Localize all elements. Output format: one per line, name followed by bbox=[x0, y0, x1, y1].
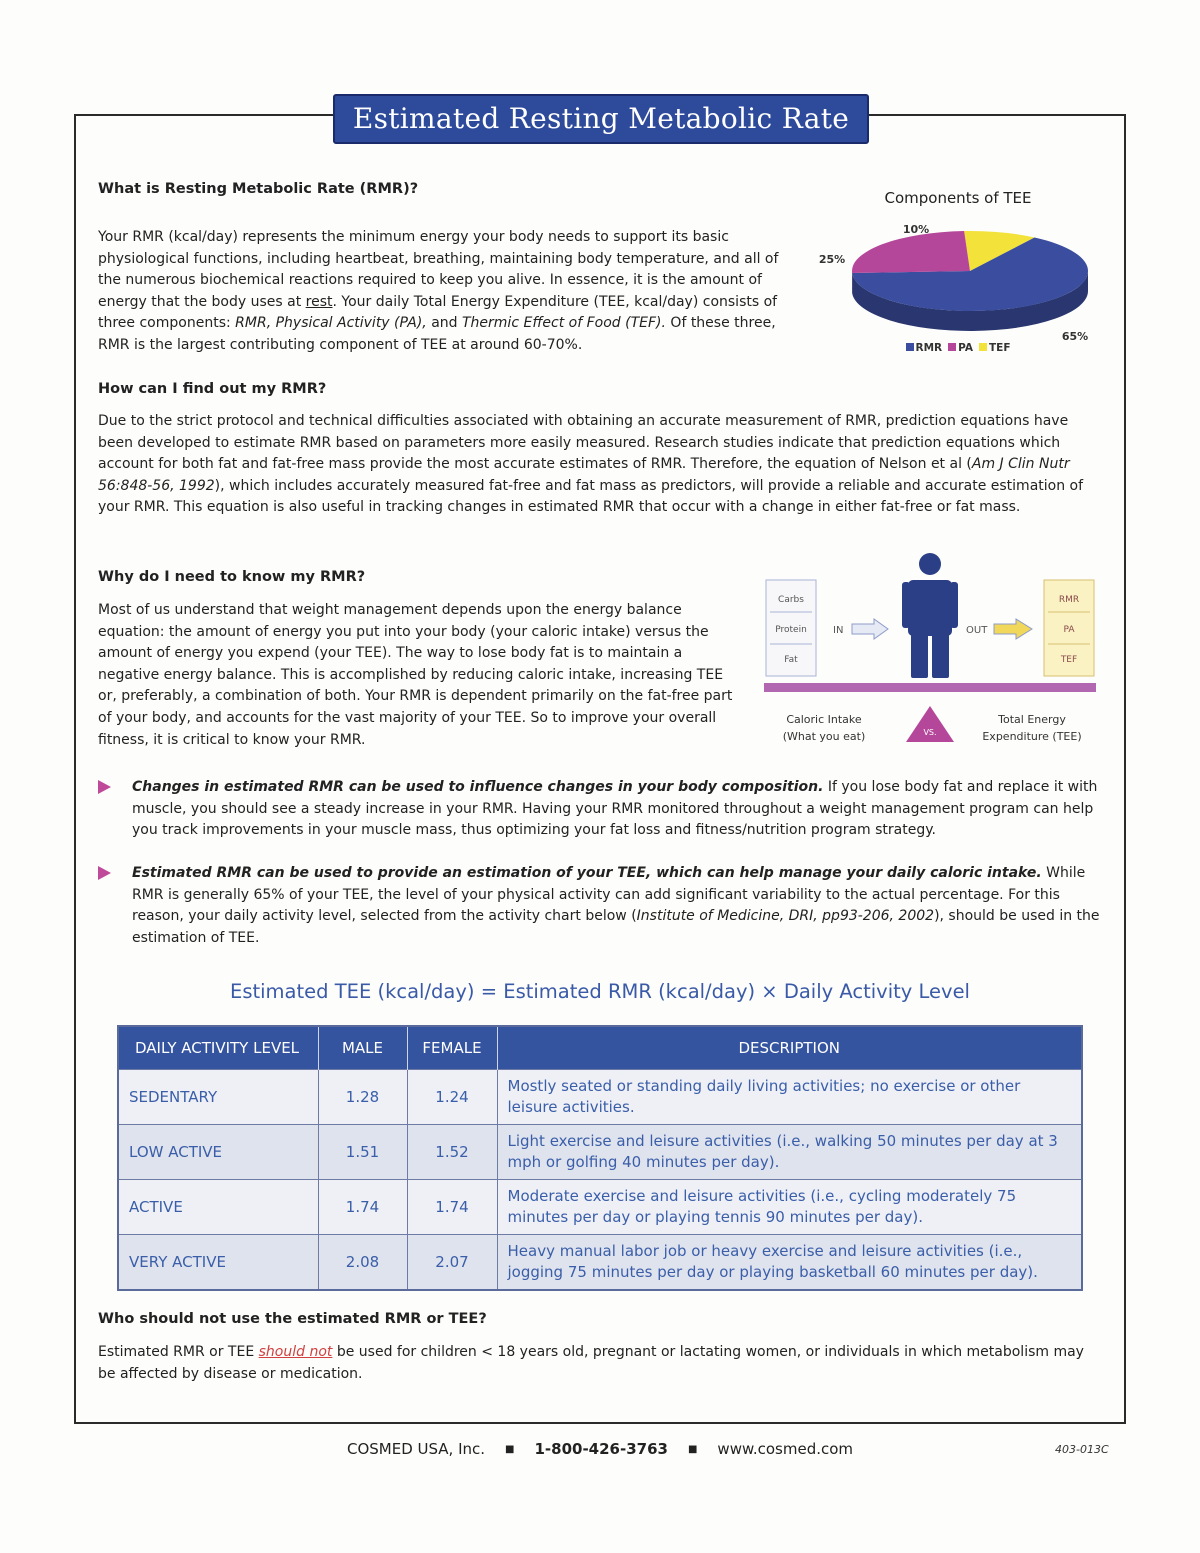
section-paragraph-who-should-not: Estimated RMR or TEE should not be used for children < 18 years old, pregnant or lactating women, or individuals in which metabolism may be affected by disease or medication. bbox=[98, 1344, 1084, 1382]
chart-title: Components of TEE bbox=[884, 189, 1032, 207]
page-title: Estimated Resting Metabolic Rate bbox=[333, 94, 869, 144]
pie-label-tef: 10% bbox=[902, 223, 930, 236]
bullet-tee-estimation: Estimated RMR can be used to provide an estimation of your TEE, which can help manage your daily caloric intake. While RMR is generally 65% of your TEE, the level of your physical activity can add significant variability to the actual percentage. For this reason, your daily activity level, selected from the activity chart below (Institute of Medicine, DRI, pp93-206, 2002), should be used in the estimation of TEE. bbox=[98, 863, 1098, 951]
female-factor-cell: 1.24 bbox=[407, 1070, 497, 1125]
male-factor-cell: 1.51 bbox=[318, 1125, 407, 1180]
legend-item-rmr bbox=[906, 342, 943, 354]
pie-slice-pa bbox=[852, 231, 970, 273]
intake-item: Carbs bbox=[778, 595, 804, 605]
expenditure-item: RMR bbox=[1058, 595, 1080, 605]
table-row bbox=[118, 1125, 1082, 1180]
legend-label: TEF bbox=[988, 342, 1011, 354]
legend-label: RMR bbox=[915, 342, 943, 354]
bullet-arrow-icon bbox=[98, 780, 111, 794]
pie-label-pa: 25% bbox=[818, 253, 846, 266]
footer-phone: 1-800-426-3763 bbox=[534, 1440, 668, 1458]
intake-item: Protein bbox=[775, 625, 807, 635]
footer-separator: ■ bbox=[687, 1444, 698, 1455]
footer-separator: ■ bbox=[505, 1444, 515, 1455]
person-icon bbox=[902, 553, 958, 678]
description-cell: Moderate exercise and leisure activities (i.e., cycling moderately 75 minutes per day or playing tennis 90 minutes per day). bbox=[497, 1180, 1082, 1235]
description-cell: Heavy manual labor job or heavy exercise and leisure activities (i.e., jogging 75 minutes per day or playing basketball 60 minutes per day). bbox=[497, 1235, 1082, 1291]
chart-legend bbox=[810, 342, 1106, 354]
female-factor-cell: 1.52 bbox=[407, 1125, 497, 1180]
activity-level-cell: LOW ACTIVE bbox=[118, 1125, 318, 1180]
activity-level-cell: VERY ACTIVE bbox=[118, 1235, 318, 1291]
pie-chart-svg bbox=[810, 207, 1106, 357]
description-cell: Mostly seated or standing daily living activities; no exercise or other leisure activities. bbox=[497, 1070, 1082, 1125]
tee-components-chart bbox=[810, 185, 1100, 360]
section-paragraph-why-know-rmr: Most of us understand that weight management depends upon the energy balance equation: the amount of energy you put into your body (your caloric intake) versus the amount of energy you expend (your TEE). The way to lose body fat is to maintain a negative energy balance. This is accomplished by reducing caloric intake, increasing TEE or, preferably, a combination of both. Your RMR is dependent primarily on the fat-free part of your body, and accounts for the vast majority of your TEE. So to improve your overall fitness, it is critical to know your RMR. bbox=[98, 602, 733, 748]
caloric-intake-caption: Caloric Intake bbox=[786, 713, 862, 726]
out-arrow-icon bbox=[994, 619, 1032, 639]
table-row bbox=[118, 1180, 1082, 1235]
column-header: DAILY ACTIVITY LEVEL bbox=[118, 1026, 318, 1070]
out-label: OUT bbox=[966, 625, 988, 636]
section-heading-who-should-not: Who should not use the estimated RMR or TEE? bbox=[98, 1311, 487, 1327]
page-footer bbox=[0, 1440, 1200, 1458]
female-factor-cell: 1.74 bbox=[407, 1180, 497, 1235]
in-arrow-icon bbox=[852, 619, 888, 639]
column-header: FEMALE bbox=[407, 1026, 497, 1070]
description-cell: Light exercise and leisure activities (i.e., walking 50 minutes per day at 3 mph or golfing 40 minutes per day). bbox=[497, 1125, 1082, 1180]
legend-swatch bbox=[906, 343, 914, 351]
column-header: DESCRIPTION bbox=[497, 1026, 1082, 1070]
table-header-row bbox=[118, 1026, 1082, 1070]
section-heading-how-find-rmr: How can I find out my RMR? bbox=[98, 381, 327, 397]
male-factor-cell: 1.74 bbox=[318, 1180, 407, 1235]
tee-caption: Total Energy bbox=[998, 713, 1066, 726]
legend-item-tef bbox=[979, 342, 1011, 354]
column-header: MALE bbox=[318, 1026, 407, 1070]
section-paragraph-how-find-rmr: Due to the strict protocol and technical difficulties associated with obtaining an accurate measurement of RMR, prediction equations have been developed to estimate RMR based on parameters more easily measured. Research studies indicate that prediction equations which account for both fat and fat-free mass provide the most accurate estimates of RMR. Therefore, the equation of Nelson et al (Am J Clin Nutr 56:848-56, 1992), which includes accurately measured fat-free and fat mass as predictors, will provide a reliable and accurate estimation of your RMR. This equation is also useful in tracking changes in estimated RMR that occur with a change in either fat-free or fat mass. bbox=[98, 413, 1084, 516]
caloric-intake-subcaption: (What you eat) bbox=[782, 730, 866, 743]
tee-subcaption: Expenditure (TEE) bbox=[982, 730, 1082, 743]
female-factor-cell: 2.07 bbox=[407, 1235, 497, 1291]
intake-item: Fat bbox=[784, 655, 798, 665]
activity-level-cell: SEDENTARY bbox=[118, 1070, 318, 1125]
legend-swatch bbox=[948, 343, 956, 351]
in-label: IN bbox=[833, 625, 844, 636]
section-paragraph-what-is-rmr: Your RMR (kcal/day) represents the minimum energy your body needs to support its basic physiological functions, including heartbeat, breathing, maintaining body temperature, and all of the numerous biochemical reactions required to keep you alive. In essence, it is the amount of energy that the body uses at rest. Your daily Total Energy Expenditure (TEE, kcal/day) consists of three components: RMR, Physical Activity (PA), and Thermic Effect of Food (TEF). Of these three, RMR is the largest contributing component of TEE at around 60-70%. bbox=[98, 229, 779, 353]
footer-company: COSMED USA, Inc. bbox=[346, 1440, 486, 1458]
legend-item-pa bbox=[948, 342, 973, 354]
pie-label-rmr: 65% bbox=[1061, 330, 1089, 343]
legend-label: PA bbox=[958, 342, 973, 354]
vs-label: VS. bbox=[923, 728, 937, 737]
expenditure-item: TEF bbox=[1060, 655, 1078, 665]
tee-equation: Estimated TEE (kcal/day) = Estimated RMR (kcal/day) × Daily Activity Level bbox=[230, 980, 970, 1003]
document-code: 403-013C bbox=[1055, 1443, 1109, 1456]
male-factor-cell: 2.08 bbox=[318, 1235, 407, 1291]
bullet-arrow-icon bbox=[98, 866, 111, 880]
section-heading-what-is-rmr: What is Resting Metabolic Rate (RMR)? bbox=[98, 181, 419, 197]
energy-balance-svg bbox=[760, 548, 1100, 753]
energy-balance-diagram bbox=[760, 548, 1100, 753]
legend-swatch bbox=[979, 343, 987, 351]
male-factor-cell: 1.28 bbox=[318, 1070, 407, 1125]
bullet-body-composition: Changes in estimated RMR can be used to influence changes in your body composition. If you lose body fat and replace it with muscle, you should see a steady increase in your RMR. Having your RMR monitored throughout a weight management program can help you track improvements in your muscle mass, thus optimizing your fat loss and fitness/nutrition program strategy. bbox=[98, 777, 1098, 843]
footer-website: www.cosmed.com bbox=[717, 1440, 854, 1458]
table-row bbox=[118, 1235, 1082, 1291]
table-row bbox=[118, 1070, 1082, 1125]
activity-level-cell: ACTIVE bbox=[118, 1180, 318, 1235]
expenditure-item: PA bbox=[1063, 625, 1075, 635]
activity-level-table bbox=[117, 1025, 1083, 1291]
section-heading-why-know-rmr: Why do I need to know my RMR? bbox=[98, 569, 366, 585]
balance-beam bbox=[764, 683, 1096, 692]
